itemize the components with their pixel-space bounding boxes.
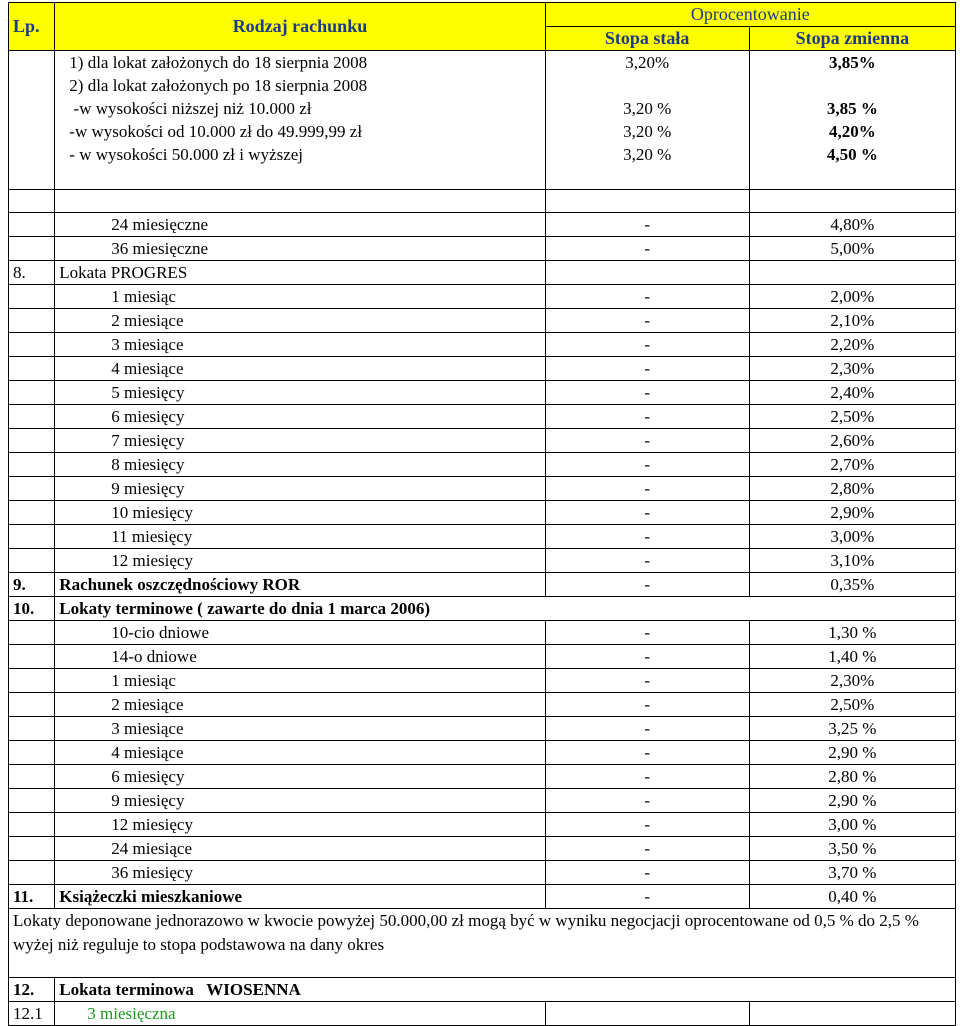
block1-zmienna (749, 51, 955, 190)
row-zmienna: 2,90 % (749, 741, 955, 765)
section-9-row (9, 573, 956, 597)
progres-rate-row (9, 405, 956, 429)
block1-zmienna-value: 4,20% (828, 122, 876, 141)
row-zmienna: 2,20% (749, 333, 955, 357)
row-zmienna: 2,00% (749, 285, 955, 309)
row-zmienna: 2,90 % (749, 789, 955, 813)
term-deposit-rate-row (9, 621, 956, 645)
section-8-number: 8. (9, 261, 55, 285)
row-stala: - (545, 549, 749, 573)
section-9-title: Rachunek oszczędnościowy ROR (55, 573, 545, 597)
section-12-title: Lokata terminowa WIOSENNA (55, 978, 956, 1002)
spacer-row (9, 190, 956, 213)
term-deposit-rate-row (9, 765, 956, 789)
row-name: 2 miesiące (55, 693, 545, 717)
row-stala: - (545, 669, 749, 693)
block1-stala-value: 3,20% (625, 53, 670, 72)
row-stala: - (545, 381, 749, 405)
rate-row (9, 237, 956, 261)
progres-rate-row (9, 381, 956, 405)
row-stala: - (545, 741, 749, 765)
block1-stala-value: 3,20 % (623, 145, 672, 164)
progres-rate-row (9, 477, 956, 501)
row-lp (9, 381, 55, 405)
block1-stala-value (550, 74, 745, 97)
row-lp (9, 405, 55, 429)
row-stala: - (545, 789, 749, 813)
block1-name: -w wysokości niższej niż 10.000 zł (69, 99, 312, 118)
block1-zmienna-value: 3,85% (828, 53, 876, 72)
section-11-title: Książeczki mieszkaniowe (55, 885, 545, 909)
rates-table-container (8, 2, 956, 1026)
row-stala: - (545, 309, 749, 333)
row-name: 10-cio dniowe (55, 621, 545, 645)
progres-rate-row (9, 549, 956, 573)
block1-row (9, 51, 956, 190)
row-zmienna: 3,70 % (749, 861, 955, 885)
term-deposit-rate-row (9, 645, 956, 669)
row-stala: - (545, 453, 749, 477)
row-name: 12 miesięcy (55, 549, 545, 573)
row-name: 6 miesięcy (55, 405, 545, 429)
rate-row (9, 213, 956, 237)
row-zmienna: 3,00 % (749, 813, 955, 837)
block1-name: 2) dla lokat założonych po 18 sierpnia 2008 (69, 76, 368, 95)
row-lp (9, 861, 55, 885)
row-name: 9 miesięcy (55, 789, 545, 813)
block1-name: 1) dla lokat założonych do 18 sierpnia 2008 (69, 53, 368, 72)
section-12-1-row (9, 1002, 956, 1026)
header-rodzaj-rachunku: Rodzaj rachunku (55, 3, 545, 51)
row-stala: - (545, 813, 749, 837)
row-zmienna: 2,80% (749, 477, 955, 501)
row-zmienna: 3,25 % (749, 717, 955, 741)
table-header-row-1 (9, 3, 956, 27)
block1-name: - w wysokości 50.000 zł i wyższej (69, 145, 304, 164)
row-name: 1 miesiąc (55, 285, 545, 309)
row-zmienna: 2,50% (749, 405, 955, 429)
row-name: 24 miesiące (55, 837, 545, 861)
section-11-row (9, 885, 956, 909)
block1-name: -w wysokości od 10.000 zł do 49.999,99 zł (69, 122, 363, 141)
row-zmienna: 3,00% (749, 525, 955, 549)
block1-zmienna-value (754, 74, 951, 97)
row-name: 3 miesiące (55, 717, 545, 741)
note-row (9, 909, 956, 978)
row-zmienna: 2,60% (749, 429, 955, 453)
row-zmienna: 4,80% (749, 213, 955, 237)
row-zmienna: 2,10% (749, 309, 955, 333)
row-name: 2 miesiące (55, 309, 545, 333)
section-11-zmienna: 0,40 % (749, 885, 955, 909)
row-name: 11 miesięcy (55, 525, 545, 549)
note-text: Lokaty deponowane jednorazowo w kwocie powyżej 50.000,00 zł mogą być w wyniku negocjacji oprocentowane od 0,5 % do 2,5 % wyżej niż reguluje to stopa podstawowa na dany okres (9, 909, 956, 978)
row-name: 7 miesięcy (55, 429, 545, 453)
term-deposit-rate-row (9, 741, 956, 765)
section-12-number: 12. (9, 978, 55, 1002)
row-lp (9, 357, 55, 381)
progres-rate-row (9, 525, 956, 549)
row-name: 36 miesięczne (55, 237, 545, 261)
row-name: 1 miesiąc (55, 669, 545, 693)
block1-stala (545, 51, 749, 190)
row-name: 10 miesięcy (55, 501, 545, 525)
row-stala: - (545, 861, 749, 885)
row-lp (9, 549, 55, 573)
term-deposit-rate-row (9, 717, 956, 741)
row-stala: - (545, 525, 749, 549)
row-lp (9, 501, 55, 525)
row-lp (9, 789, 55, 813)
section-12-1-title: 3 miesięczna (55, 1002, 545, 1026)
row-name: 24 miesięczne (55, 213, 545, 237)
row-lp (9, 237, 55, 261)
row-stala: - (545, 837, 749, 861)
section-11-stala: - (545, 885, 749, 909)
section-8-title: Lokata PROGRES (55, 261, 545, 285)
row-lp (9, 765, 55, 789)
row-stala: - (545, 405, 749, 429)
row-name: 12 miesięcy (55, 813, 545, 837)
section-9-stala: - (545, 573, 749, 597)
progres-rate-row (9, 357, 956, 381)
row-name: 5 miesięcy (55, 381, 545, 405)
row-lp (9, 477, 55, 501)
row-lp (9, 309, 55, 333)
block1-lp (9, 51, 55, 190)
row-name: 36 miesięcy (55, 861, 545, 885)
header-lp: Lp. (9, 3, 55, 51)
row-stala: - (545, 237, 749, 261)
block1-zmienna-value: 3,85 % (826, 99, 878, 118)
row-lp (9, 693, 55, 717)
row-stala: - (545, 693, 749, 717)
term-deposit-rate-row (9, 837, 956, 861)
row-lp (9, 525, 55, 549)
row-zmienna: 1,40 % (749, 645, 955, 669)
row-stala: - (545, 357, 749, 381)
term-deposit-rate-row (9, 669, 956, 693)
row-zmienna: 5,00% (749, 237, 955, 261)
row-name: 8 miesięcy (55, 453, 545, 477)
progres-rate-row (9, 501, 956, 525)
row-lp (9, 453, 55, 477)
row-lp (9, 813, 55, 837)
interest-rates-table (8, 2, 956, 1026)
row-zmienna: 2,40% (749, 381, 955, 405)
block1-names (55, 51, 545, 190)
row-lp (9, 717, 55, 741)
row-name: 9 miesięcy (55, 477, 545, 501)
header-oprocentowanie: Oprocentowanie (545, 3, 955, 27)
row-name: 14-o dniowe (55, 645, 545, 669)
row-stala: - (545, 645, 749, 669)
row-name: 4 miesiące (55, 741, 545, 765)
section-8-row (9, 261, 956, 285)
header-stopa-stala: Stopa stała (545, 27, 749, 51)
term-deposit-rate-row (9, 861, 956, 885)
row-stala: - (545, 429, 749, 453)
progres-rate-row (9, 429, 956, 453)
row-zmienna: 2,70% (749, 453, 955, 477)
row-lp (9, 669, 55, 693)
section-11-number: 11. (9, 885, 55, 909)
row-zmienna: 3,50 % (749, 837, 955, 861)
row-lp (9, 645, 55, 669)
row-name: 6 miesięcy (55, 765, 545, 789)
row-zmienna: 1,30 % (749, 621, 955, 645)
term-deposit-rate-row (9, 693, 956, 717)
row-zmienna: 2,30% (749, 669, 955, 693)
row-lp (9, 741, 55, 765)
row-stala: - (545, 333, 749, 357)
row-stala: - (545, 501, 749, 525)
row-name: 3 miesiące (55, 333, 545, 357)
row-stala: - (545, 213, 749, 237)
row-stala: - (545, 285, 749, 309)
row-zmienna: 2,90% (749, 501, 955, 525)
row-lp (9, 285, 55, 309)
progres-rate-row (9, 453, 956, 477)
row-stala: - (545, 765, 749, 789)
row-lp (9, 429, 55, 453)
section-10-title: Lokaty terminowe ( zawarte do dnia 1 marca 2006) (55, 597, 956, 621)
row-zmienna: 2,80 % (749, 765, 955, 789)
progres-rate-row (9, 333, 956, 357)
block1-zmienna-value: 4,50 % (826, 145, 878, 164)
term-deposit-rate-row (9, 789, 956, 813)
term-deposit-rate-row (9, 813, 956, 837)
header-stopa-zmienna: Stopa zmienna (749, 27, 955, 51)
row-stala: - (545, 477, 749, 501)
row-lp (9, 333, 55, 357)
row-lp (9, 213, 55, 237)
row-lp (9, 621, 55, 645)
section-12-1-number: 12.1 (9, 1002, 55, 1026)
progres-rate-row (9, 285, 956, 309)
row-name: 4 miesiące (55, 357, 545, 381)
row-zmienna: 2,50% (749, 693, 955, 717)
row-lp (9, 837, 55, 861)
section-10-row (9, 597, 956, 621)
row-stala: - (545, 621, 749, 645)
section-9-zmienna: 0,35% (749, 573, 955, 597)
block1-stala-value: 3,20 % (623, 122, 672, 141)
row-zmienna: 2,30% (749, 357, 955, 381)
row-stala: - (545, 717, 749, 741)
progres-rate-row (9, 309, 956, 333)
row-zmienna: 3,10% (749, 549, 955, 573)
section-10-number: 10. (9, 597, 55, 621)
block1-stala-value: 3,20 % (623, 99, 672, 118)
section-9-number: 9. (9, 573, 55, 597)
